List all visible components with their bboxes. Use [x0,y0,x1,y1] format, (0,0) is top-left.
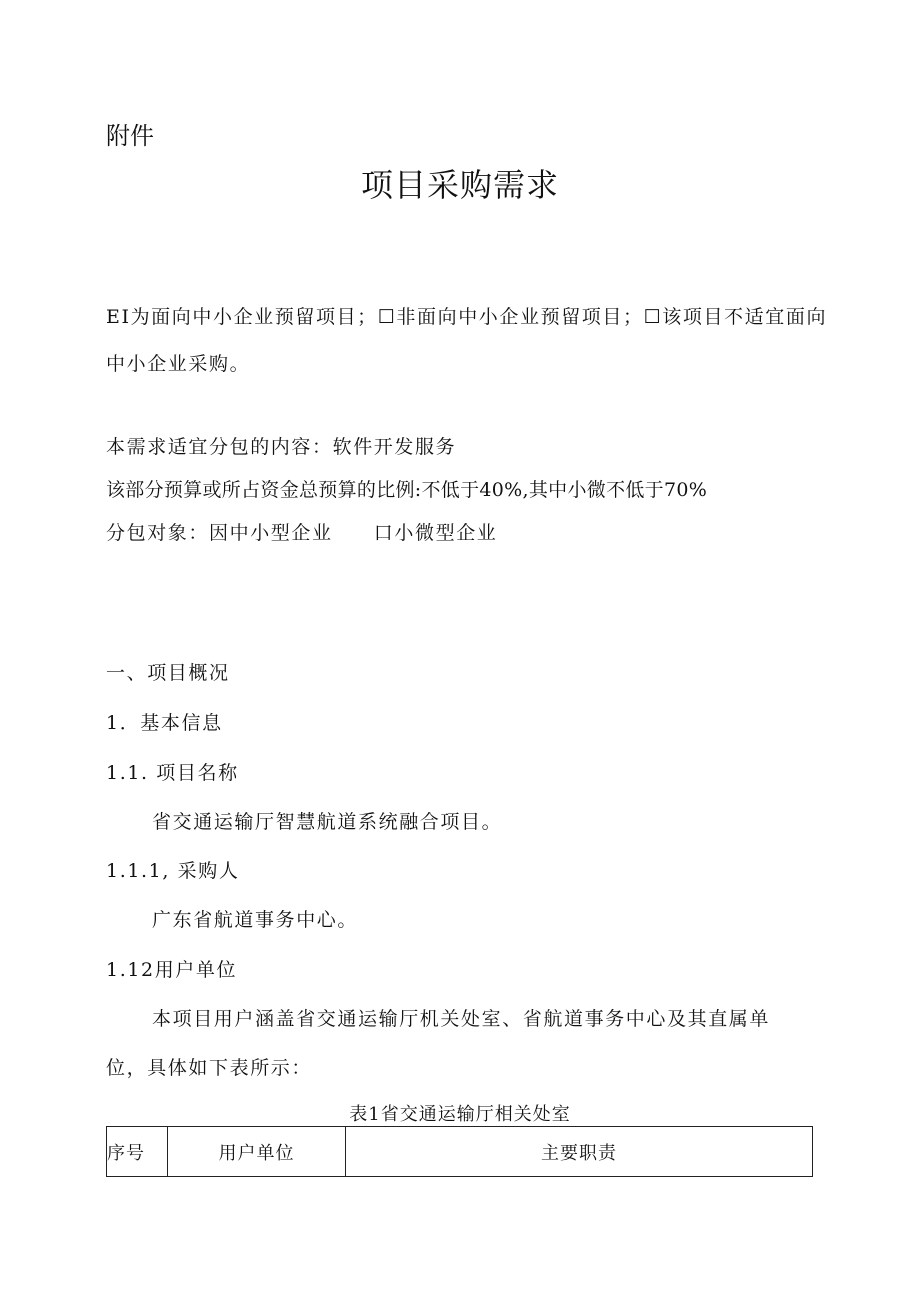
page-title: 项目采购需求 [360,166,559,204]
users-description-1: 本项目用户涵盖省交通运输厅机关处室、省航道事务中心及其直属单 [152,1008,771,1030]
table-header-row [107,1127,813,1177]
table-caption: 表1省交通运输厅相关处室 [349,1104,571,1125]
header-cell-unit: 用户单位 [168,1127,346,1177]
header-cell-index: 序号 [107,1127,168,1177]
section-heading-purchaser: 1.1.1, 采购人 [106,860,240,882]
subcontract-ratio: 该部分预算或所占资金总预算的比例:不低于40%,其中小微不低于70% [106,479,708,501]
project-name: 省交通运输厅智慧航道系统融合项目。 [152,811,503,833]
reservation-line-1: EI为面向中小企业预留项目；☐非面向中小企业预留项目；☐该项目不适宜面向 [106,306,828,328]
header-cell-duty: 主要职责 [346,1127,813,1177]
users-description-2: 位，具体如下表所示： [106,1057,313,1079]
section-heading-1-1: 1．基本信息 [106,712,223,734]
section-heading-users: 1.12用户单位 [106,959,238,981]
subcontract-target: 分包对象：因中小型企业 口小微型企业 [106,522,498,544]
attachment-label: 附件 [106,122,154,150]
reservation-line-2: 中小企业采购。 [106,353,251,375]
subcontract-content: 本需求适宜分包的内容：软件开发服务 [106,436,457,458]
section-heading-1-1-1: 1.1. 项目名称 [106,762,239,784]
purchaser-name: 广东省航道事务中心。 [152,909,359,931]
users-table [106,1126,813,1177]
section-heading-1: 一、项目概况 [106,662,230,684]
